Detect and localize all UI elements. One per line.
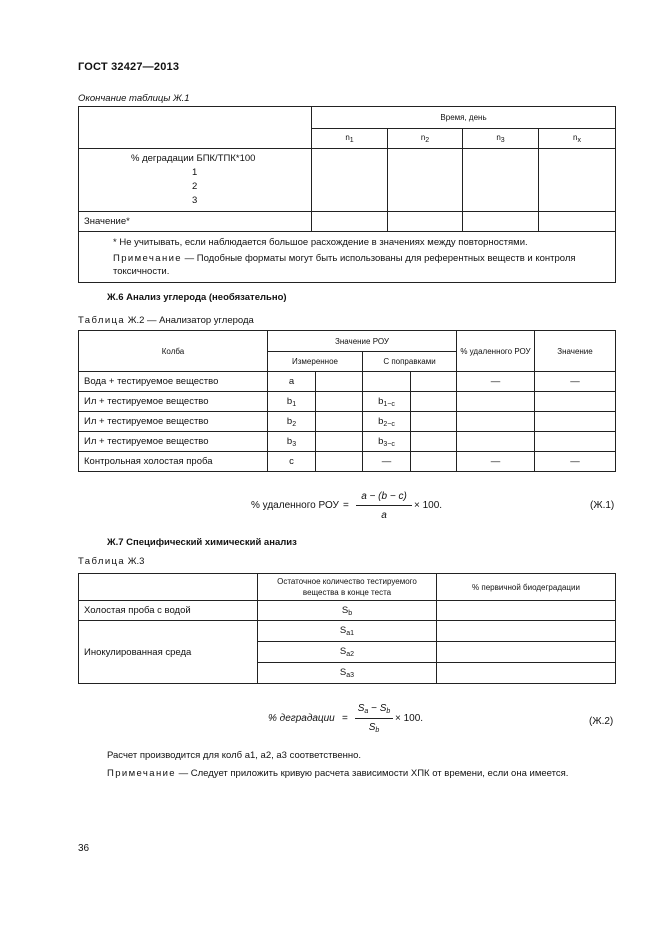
table-cell: [388, 149, 463, 212]
table-cell: [316, 432, 363, 452]
row-label-inoculated: Инокулированная среда: [79, 621, 258, 684]
formula-j1-denominator: a: [381, 510, 387, 521]
value-cell: [535, 392, 616, 412]
table-cell: [411, 452, 457, 472]
formula-j2-number: (Ж.2): [589, 716, 614, 727]
row-label: Ил + тестируемое вещество: [79, 432, 268, 452]
table-j3: [78, 573, 616, 684]
calculation-text: Расчет производится для колб a1, a2, a3 соответственно.: [107, 750, 362, 761]
corrected-value: [363, 372, 411, 392]
table-cell: [463, 149, 539, 212]
final-note: Примечание — Следует приложить кривую расчета зависимости ХПК от времени, если она имеется.: [107, 768, 569, 779]
value-cell: [535, 432, 616, 452]
residual-value: $S_{a1}$: [258, 621, 437, 642]
col-header-value-rou: Значение РОУ: [268, 331, 457, 352]
table-cell: [316, 372, 363, 392]
corrected-value: $b_{2-c}$: [363, 412, 411, 432]
table-j1-end: [78, 106, 616, 283]
table-cell: [316, 412, 363, 432]
col-header-corrected: С поправками: [363, 352, 457, 372]
table-corner-cell: [79, 574, 258, 601]
document-standard-number: ГОСТ 32427—2013: [78, 61, 180, 73]
measured-value: a: [268, 372, 316, 392]
measured-value: c: [268, 452, 316, 472]
removed-pct-value: [457, 432, 535, 452]
formula-j1-tail: × 100.: [414, 500, 443, 511]
time-header: Время, день: [312, 107, 616, 129]
measured-value: $b_1$: [268, 392, 316, 412]
footnote: * Не учитывать, если наблюдается большое расхождение в значениях между повторностями.: [113, 237, 528, 248]
removed-pct-value: —: [457, 372, 535, 392]
residual-value: $S_{a2}$: [258, 642, 437, 663]
table-cell: [437, 642, 616, 663]
col-header-measured: Измеренное: [268, 352, 363, 372]
table-cell: [539, 212, 616, 232]
corrected-value: —: [363, 452, 411, 472]
table-cell: [312, 212, 388, 232]
formula-j1-fraction-bar: [356, 505, 412, 506]
formula-j2-fraction-bar: [355, 718, 393, 719]
formula-j1-lhs: % удаленного РОУ: [251, 500, 339, 511]
table-j2-caption: Таблица Ж.2 — Анализатор углерода: [78, 315, 254, 326]
table-note: Примечание — Подобные форматы могут быть использованы для референтных веществ и контроля токсичности.: [113, 253, 576, 277]
col-header-primary-biodegradation: % первичной биодеградации: [437, 574, 616, 601]
table-cell: [316, 452, 363, 472]
col-header-n3: $n_3$: [463, 129, 539, 149]
measured-value: $b_2$: [268, 412, 316, 432]
row-label: Ил + тестируемое вещество: [79, 392, 268, 412]
table-cell: [388, 212, 463, 232]
value-row-label: Значение*: [79, 212, 312, 232]
removed-pct-value: [457, 392, 535, 412]
table-cell: [411, 372, 457, 392]
table-cell: [411, 432, 457, 452]
value-cell: —: [535, 372, 616, 392]
table-j3-caption: Таблица Ж.3: [78, 556, 145, 567]
formula-j1-number: (Ж.1): [590, 500, 615, 511]
table-caption: Окончание таблицы Ж.1: [78, 93, 190, 104]
section-j6-title: Ж.6 Анализ углерода (необязательно): [107, 292, 287, 303]
table-cell: [312, 149, 388, 212]
row-label: Ил + тестируемое вещество: [79, 412, 268, 432]
removed-pct-value: [457, 412, 535, 432]
table-corner-cell: [79, 107, 312, 149]
table-notes: [79, 232, 616, 283]
removed-pct-value: —: [457, 452, 535, 472]
value-cell: —: [535, 452, 616, 472]
table-cell: [437, 663, 616, 684]
corrected-value: $b_{1-c}$: [363, 392, 411, 412]
table-cell: [411, 392, 457, 412]
formula-j1-equals: =: [343, 500, 349, 511]
measured-value: $b_3$: [268, 432, 316, 452]
table-cell: [539, 149, 616, 212]
row-label-blank: Холостая проба с водой: [79, 601, 258, 621]
degradation-row-label: % деградации БПК/ТПК*100 1 2 3: [79, 149, 312, 212]
page-number: 36: [78, 843, 90, 854]
table-cell: [411, 412, 457, 432]
table-cell: [437, 621, 616, 642]
table-cell: [316, 392, 363, 412]
row-label: Вода + тестируемое вещество: [79, 372, 268, 392]
formula-j2-equals: =: [342, 713, 348, 724]
col-header-flask: Колба: [79, 331, 268, 372]
table-j2: [78, 330, 616, 472]
col-header-removed-pct: % удаленного РОУ: [457, 331, 535, 372]
formula-j2-lhs: % деградации: [268, 713, 335, 724]
residual-value: $S_{a3}$: [258, 663, 437, 684]
section-j7-title: Ж.7 Специфический химический анализ: [107, 537, 297, 548]
corrected-value: $b_{3-c}$: [363, 432, 411, 452]
col-header-value: Значение: [535, 331, 616, 372]
value-cell: [535, 412, 616, 432]
formula-j2-tail: × 100.: [395, 713, 424, 724]
col-header-n1: $n_1$: [312, 129, 388, 149]
formula-j2-numerator: $S_a - S_b$: [357, 703, 391, 715]
table-cell: [437, 601, 616, 621]
formula-j2-denominator: $S_b$: [368, 722, 380, 734]
col-header-n2: $n_2$: [388, 129, 463, 149]
col-header-residual: Остаточное количество тестируемого вещества в конце теста: [258, 574, 437, 601]
formula-j1-numerator: a − (b − c): [361, 491, 407, 502]
col-header-nx: $n_x$: [539, 129, 616, 149]
table-cell: [463, 212, 539, 232]
row-label: Контрольная холостая проба: [79, 452, 268, 472]
residual-value: $S_b$: [258, 601, 437, 621]
